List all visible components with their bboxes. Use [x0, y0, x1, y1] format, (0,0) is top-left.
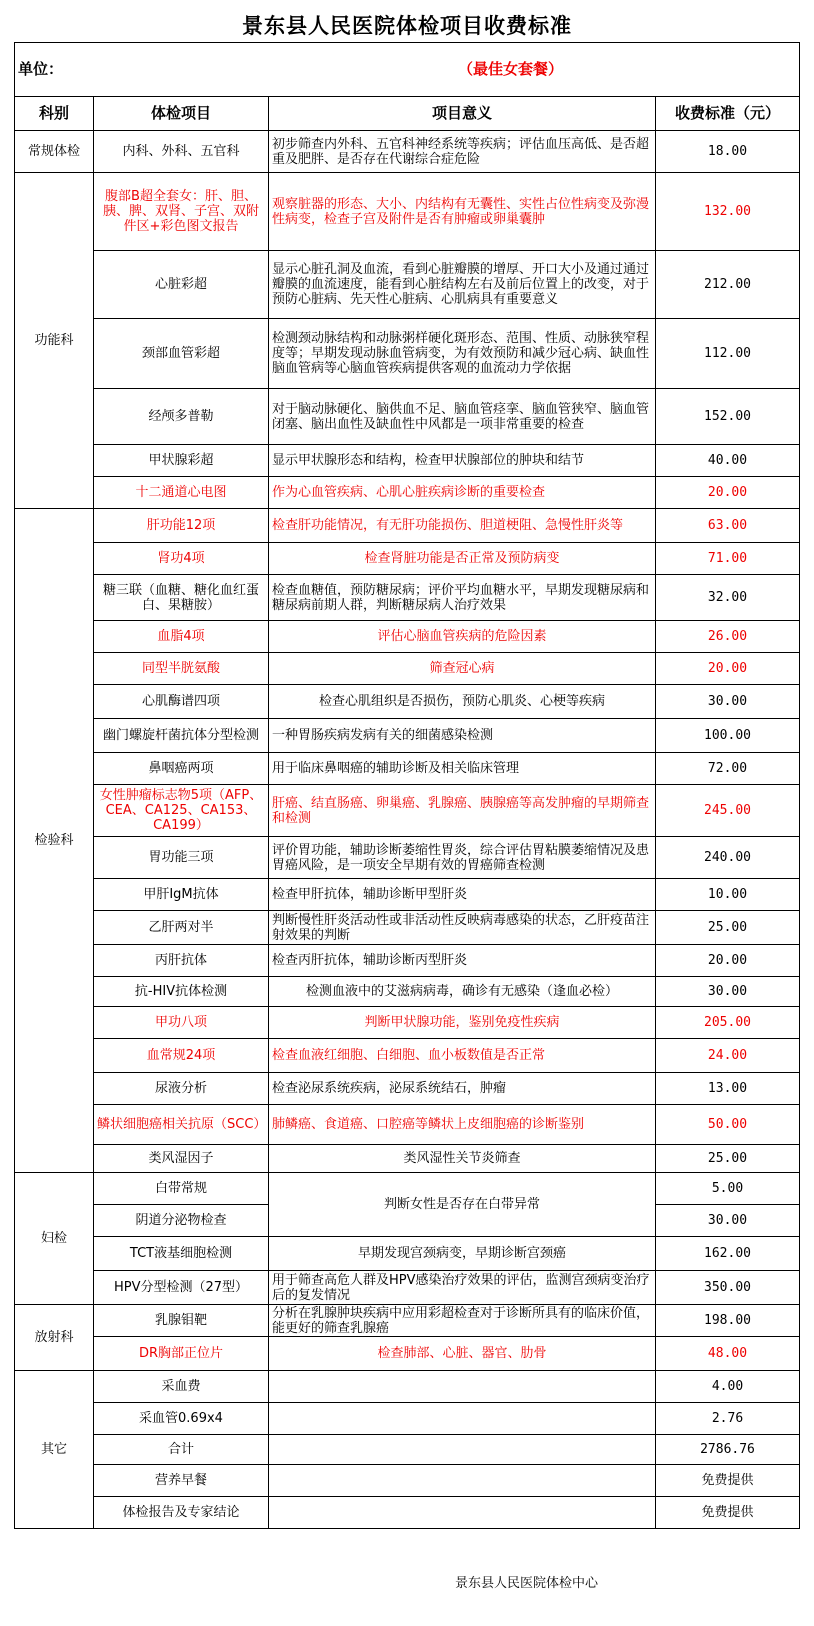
table-row [15, 509, 800, 543]
table-row [15, 785, 800, 837]
price-cell: 26.00 [656, 621, 800, 653]
price-cell: 240.00 [656, 837, 800, 879]
item-cell: HPV分型检测（27型） [94, 1271, 269, 1305]
price-cell: 71.00 [656, 543, 800, 575]
price-cell: 212.00 [656, 251, 800, 319]
item-cell: 抗-HIV抗体检测 [94, 977, 269, 1007]
table-row [15, 1173, 800, 1205]
meaning-cell: 判断女性是否存在白带异常 [269, 1173, 656, 1237]
price-cell: 40.00 [656, 445, 800, 477]
item-cell: 内科、外科、五官科 [94, 131, 269, 173]
table-row [15, 575, 800, 621]
item-cell: 女性肿瘤标志物5项（AFP、CEA、CA125、CA153、CA199） [94, 785, 269, 837]
table-row [15, 477, 800, 509]
price-cell: 30.00 [656, 1205, 800, 1237]
item-cell: 经颅多普勒 [94, 389, 269, 445]
table-row [15, 1073, 800, 1105]
table-row [15, 685, 800, 719]
meaning-cell: 早期发现宫颈病变，早期诊断宫颈癌 [269, 1237, 656, 1271]
table-row [15, 1371, 800, 1403]
meaning-cell: 判断慢性肝炎活动性或非活动性反映病毒感染的状态，乙肝疫苗注射效果的判断 [269, 911, 656, 945]
price-cell: 10.00 [656, 879, 800, 911]
item-cell: 乙肝两对半 [94, 911, 269, 945]
meaning-cell [269, 1497, 656, 1529]
meaning-cell: 检查肾脏功能是否正常及预防病变 [269, 543, 656, 575]
meaning-cell: 检查丙肝抗体，辅助诊断丙型肝炎 [269, 945, 656, 977]
price-cell: 63.00 [656, 509, 800, 543]
meaning-cell: 肺鳞癌、食道癌、口腔癌等鳞状上皮细胞癌的诊断鉴别 [269, 1105, 656, 1145]
table-row [15, 1237, 800, 1271]
item-cell: 血常规24项 [94, 1039, 269, 1073]
item-cell: 类风湿因子 [94, 1145, 269, 1173]
price-cell: 100.00 [656, 719, 800, 753]
table-row [15, 1435, 800, 1465]
meaning-cell: 检查血液红细胞、白细胞、血小板数值是否正常 [269, 1039, 656, 1073]
item-cell: 合计 [94, 1435, 269, 1465]
table-row [15, 1403, 800, 1435]
price-cell: 2.76 [656, 1403, 800, 1435]
price-cell: 免费提供 [656, 1465, 800, 1497]
table-row [15, 131, 800, 173]
meaning-cell: 显示心脏孔洞及血流，看到心脏瓣膜的增厚、开口大小及通过通过瓣膜的血流速度，能看到心脏结构左右及前后位置上的改变，对于预防心脏病、先天性心脏病、心肌病具有重要意义 [269, 251, 656, 319]
item-cell: 血脂4项 [94, 621, 269, 653]
category-cell: 功能科 [15, 173, 94, 509]
meaning-cell: 作为心血管疾病、心肌心脏疾病诊断的重要检查 [269, 477, 656, 509]
meaning-cell: 类风湿性关节炎筛查 [269, 1145, 656, 1173]
price-cell: 25.00 [656, 1145, 800, 1173]
item-cell: 甲状腺彩超 [94, 445, 269, 477]
item-cell: 心肌酶谱四项 [94, 685, 269, 719]
meaning-cell: 检查心肌组织是否损伤，预防心肌炎、心梗等疾病 [269, 685, 656, 719]
price-cell: 245.00 [656, 785, 800, 837]
unit-label: 单位： （最佳女套餐） [15, 43, 656, 97]
meaning-cell: 检查甲肝抗体，辅助诊断甲型肝炎 [269, 879, 656, 911]
table-row [15, 1497, 800, 1529]
package-name: （最佳女套餐） [458, 60, 564, 78]
meaning-cell: 观察脏器的形态、大小、内结构有无囊性、实性占位性病变及弥漫性病变，检查子宫及附件是否有肿瘤或卵巢囊肿 [269, 173, 656, 251]
meaning-cell: 显示甲状腺形态和结构，检查甲状腺部位的肿块和结节 [269, 445, 656, 477]
table-row [15, 1007, 800, 1039]
table-row [15, 1465, 800, 1497]
price-cell: 4.00 [656, 1371, 800, 1403]
price-cell: 112.00 [656, 319, 800, 389]
meaning-cell: 一种胃肠疾病发病有关的细菌感染检测 [269, 719, 656, 753]
category-cell: 常规体检 [15, 131, 94, 173]
header-category: 科别 [15, 97, 94, 131]
price-cell: 5.00 [656, 1173, 800, 1205]
item-cell: 肝功能12项 [94, 509, 269, 543]
table-row [15, 173, 800, 251]
item-cell: TCT液基细胞检测 [94, 1237, 269, 1271]
meaning-cell: 筛查冠心病 [269, 653, 656, 685]
meaning-cell: 检测颈动脉结构和动脉粥样硬化斑形态、范围、性质、动脉狭窄程度等；早期发现动脉血管病变，为有效预防和减少冠心病、缺血性脑血管病等心脑血管疾病提供客观的血流动力学依据 [269, 319, 656, 389]
category-cell: 检验科 [15, 509, 94, 1173]
price-cell: 20.00 [656, 945, 800, 977]
price-cell: 32.00 [656, 575, 800, 621]
item-cell: 颈部血管彩超 [94, 319, 269, 389]
item-cell: 乳腺钼靶 [94, 1305, 269, 1337]
item-cell: 阴道分泌物检查 [94, 1205, 269, 1237]
meaning-cell: 判断甲状腺功能，鉴别免疫性疾病 [269, 1007, 656, 1039]
meaning-cell: 用于临床鼻咽癌的辅助诊断及相关临床管理 [269, 753, 656, 785]
price-cell: 162.00 [656, 1237, 800, 1271]
table-row [15, 1271, 800, 1305]
table-row [15, 977, 800, 1007]
item-cell: 丙肝抗体 [94, 945, 269, 977]
table-row [15, 753, 800, 785]
price-cell: 50.00 [656, 1105, 800, 1145]
table-row [15, 251, 800, 319]
item-cell: 肾功4项 [94, 543, 269, 575]
header-meaning: 项目意义 [269, 97, 656, 131]
meaning-cell: 评价胃功能，辅助诊断萎缩性胃炎，综合评估胃粘膜萎缩情况及患胃癌风险，是一项安全早期有效的胃癌筛查检测 [269, 837, 656, 879]
item-cell: 幽门螺旋杆菌抗体分型检测 [94, 719, 269, 753]
price-cell: 13.00 [656, 1073, 800, 1105]
item-cell: 胃功能三项 [94, 837, 269, 879]
price-cell: 24.00 [656, 1039, 800, 1073]
table-row [15, 1039, 800, 1073]
meaning-cell: 检查血糖值，预防糖尿病；评价平均血糖水平，早期发现糖尿病和糖尿病前期人群，判断糖尿病人治疗效果 [269, 575, 656, 621]
item-cell: 鳞状细胞癌相关抗原（SCC） [94, 1105, 269, 1145]
meaning-cell: 用于筛查高危人群及HPV感染治疗效果的评估，监测宫颈病变治疗后的复发情况 [269, 1271, 656, 1305]
item-cell: 鼻咽癌两项 [94, 753, 269, 785]
table-row [15, 879, 800, 911]
meaning-cell [269, 1435, 656, 1465]
price-cell: 25.00 [656, 911, 800, 945]
table-row [15, 911, 800, 945]
price-cell: 198.00 [656, 1305, 800, 1337]
price-cell: 18.00 [656, 131, 800, 173]
meaning-cell: 肝癌、结直肠癌、卵巢癌、乳腺癌、胰腺癌等高发肿瘤的早期筛查和检测 [269, 785, 656, 837]
table-row [15, 945, 800, 977]
table-row [15, 837, 800, 879]
header-price: 收费标准（元） [656, 97, 800, 131]
table-row [15, 1305, 800, 1337]
table-row [15, 389, 800, 445]
item-cell: 十二通道心电图 [94, 477, 269, 509]
price-cell: 免费提供 [656, 1497, 800, 1529]
fee-table [14, 42, 800, 1529]
item-cell: 糖三联（血糖、糖化血红蛋白、果糖胺） [94, 575, 269, 621]
category-cell: 放射科 [15, 1305, 94, 1371]
price-cell: 20.00 [656, 653, 800, 685]
table-row [15, 543, 800, 575]
price-cell: 2786.76 [656, 1435, 800, 1465]
table-row [15, 719, 800, 753]
document-title: 景东县人民医院体检项目收费标准 [242, 14, 572, 38]
item-cell: DR胸部正位片 [94, 1337, 269, 1371]
item-cell: 白带常规 [94, 1173, 269, 1205]
item-cell: 腹部B超全套女：肝、胆、胰、脾、双肾、子宫、双附件区+彩色图文报告 [94, 173, 269, 251]
price-cell: 30.00 [656, 977, 800, 1007]
category-cell: 其它 [15, 1371, 94, 1529]
price-cell: 132.00 [656, 173, 800, 251]
table-row [15, 621, 800, 653]
price-cell: 350.00 [656, 1271, 800, 1305]
item-cell: 采血管0.69x4 [94, 1403, 269, 1435]
price-cell: 48.00 [656, 1337, 800, 1371]
meaning-cell: 检查泌尿系统疾病，泌尿系统结石，肿瘤 [269, 1073, 656, 1105]
meaning-cell: 评估心脑血管疾病的危险因素 [269, 621, 656, 653]
header-item: 体检项目 [94, 97, 269, 131]
price-cell: 20.00 [656, 477, 800, 509]
meaning-cell: 检查肝功能情况，有无肝功能损伤、胆道梗阻、急慢性肝炎等 [269, 509, 656, 543]
item-cell: 同型半胱氨酸 [94, 653, 269, 685]
item-cell: 营养早餐 [94, 1465, 269, 1497]
meaning-cell [269, 1371, 656, 1403]
price-cell: 152.00 [656, 389, 800, 445]
table-row [15, 1337, 800, 1371]
item-cell: 心脏彩超 [94, 251, 269, 319]
meaning-cell: 分析在乳腺肿块疾病中应用彩超检查对于诊断所具有的临床价值，能更好的筛查乳腺癌 [269, 1305, 656, 1337]
meaning-cell: 检查肺部、心脏、器官、肋骨 [269, 1337, 656, 1371]
category-cell: 妇检 [15, 1173, 94, 1305]
item-cell: 体检报告及专家结论 [94, 1497, 269, 1529]
table-row [15, 319, 800, 389]
price-cell: 72.00 [656, 753, 800, 785]
table-row [15, 445, 800, 477]
meaning-cell: 检测血液中的艾滋病病毒，确诊有无感染（逢血必检） [269, 977, 656, 1007]
meaning-cell [269, 1465, 656, 1497]
price-cell: 205.00 [656, 1007, 800, 1039]
price-cell: 30.00 [656, 685, 800, 719]
table-row [15, 1145, 800, 1173]
meaning-cell: 对于脑动脉硬化、脑供血不足、脑血管痉挛、脑血管狭窄、脑血管闭塞、脑出血性及缺血性中风都是一项非常重要的检查 [269, 389, 656, 445]
item-cell: 甲肝IgM抗体 [94, 879, 269, 911]
item-cell: 甲功八项 [94, 1007, 269, 1039]
item-cell: 采血费 [94, 1371, 269, 1403]
unit-row [15, 43, 800, 97]
header-row [15, 97, 800, 131]
footer-org: 景东县人民医院体检中心 [455, 1576, 599, 1591]
table-row [15, 653, 800, 685]
table-row [15, 1105, 800, 1145]
item-cell: 尿液分析 [94, 1073, 269, 1105]
meaning-cell: 初步筛查内外科、五官科神经系统等疾病；评估血压高低、是否超重及肥胖、是否存在代谢综合症危险 [269, 131, 656, 173]
meaning-cell [269, 1403, 656, 1435]
